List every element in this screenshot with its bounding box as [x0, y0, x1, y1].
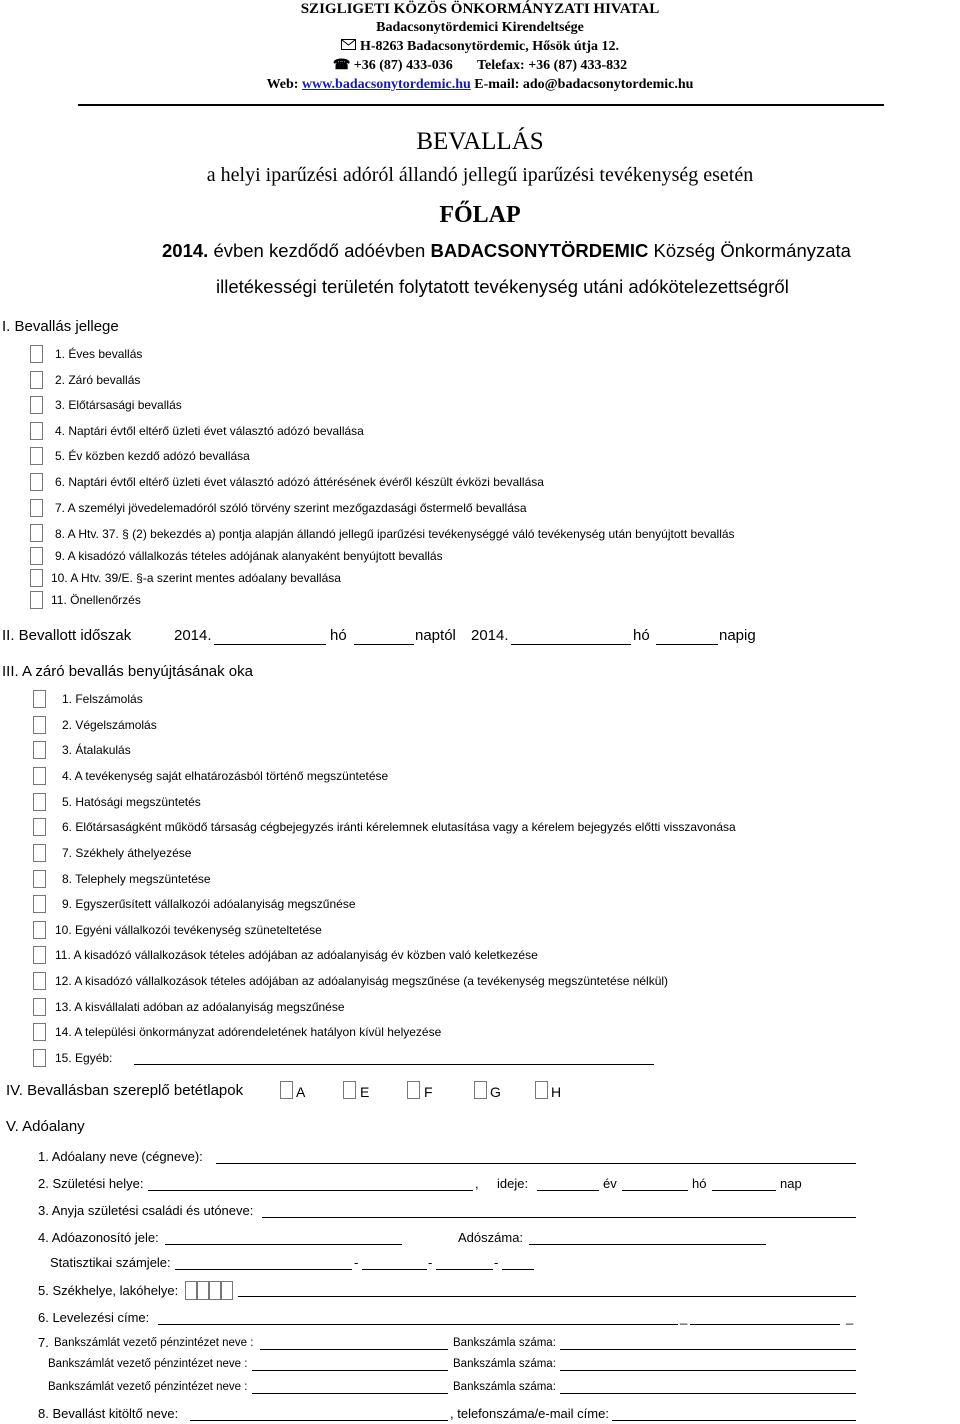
sheet-g-checkbox[interactable]: [474, 1081, 487, 1099]
birth-day-unit: nap: [780, 1176, 802, 1191]
filler-name-field[interactable]: [190, 1420, 448, 1421]
envelope-icon: [341, 39, 356, 50]
section3-checkbox-6[interactable]: [33, 818, 46, 836]
birth-month-unit: hó: [692, 1176, 707, 1191]
section1-item-7: 7. A személyi jövedelemadóról szóló törvény szerint mezőgazdasági őstermelő bevallása: [55, 501, 527, 515]
section1-item-9: 9. A kisadózó vállalkozás tételes adójának alanyaként benyújtott bevallás: [55, 549, 443, 563]
birth-year-field[interactable]: [537, 1190, 599, 1191]
section3-item-5: 5. Hatósági megszüntetés: [62, 795, 201, 809]
sheet-f-checkbox[interactable]: [407, 1081, 420, 1099]
bank-section-number: 7.: [38, 1335, 49, 1350]
bank-name-label-3: Bankszámlát vezető pénzintézet neve :: [48, 1381, 248, 1393]
filler-name-label: 8. Bevallást kitöltő neve:: [38, 1406, 179, 1421]
section3-checkbox-13[interactable]: [33, 998, 46, 1016]
section3-checkbox-14[interactable]: [33, 1023, 46, 1041]
period-day-2-field[interactable]: [656, 644, 718, 645]
filler-contact-field[interactable]: [612, 1420, 856, 1421]
section1-item-2: 2. Záró bevallás: [55, 373, 141, 387]
section3-checkbox-10[interactable]: [33, 921, 46, 939]
birth-year-unit: év: [603, 1176, 617, 1191]
period-year-2: 2014.: [471, 627, 509, 644]
section3-checkbox-3[interactable]: [33, 741, 46, 759]
statistical-code-part-3[interactable]: [436, 1269, 493, 1270]
bank-account-field-3[interactable]: [560, 1393, 856, 1394]
section1-checkbox-11[interactable]: [30, 591, 43, 609]
statistical-code-part-4[interactable]: [502, 1269, 534, 1270]
bank-account-field-2[interactable]: [560, 1370, 856, 1371]
section1-item-5: 5. Év közben kezdő adózó bevallása: [55, 449, 250, 463]
folap-title: FŐLAP: [439, 202, 521, 228]
sheet-f-label: F: [424, 1084, 433, 1100]
period-month-1-field[interactable]: [214, 644, 326, 645]
statistical-code-part-2[interactable]: [362, 1269, 427, 1270]
bank-name-field-3[interactable]: [252, 1393, 448, 1394]
section1-checkbox-5[interactable]: [30, 447, 43, 465]
section3-checkbox-5[interactable]: [33, 793, 46, 811]
section3-item-10: 10. Egyéni vállalkozói tevékenység szüneteltetése: [55, 923, 322, 937]
email-address: E-mail: ado@badacsonytordemic.hu: [474, 77, 694, 92]
office-web: Web: www.badacsonytordemic.hu E-mail: ado@badacsonytordemic.hu: [266, 77, 694, 92]
sheet-g-label: G: [490, 1084, 501, 1100]
office-name: SZIGLIGETI KÖZÖS ÖNKORMÁNYZATI HIVATAL: [300, 1, 660, 17]
bank-name-label-1: Bankszámlát vezető pénzintézet neve :: [54, 1337, 254, 1349]
section3-item-11: 11. A kisadózó vállalkozások tételes adójában az adóalanyiság év közben való keletkezése: [55, 948, 538, 962]
birth-month-field[interactable]: [622, 1190, 688, 1191]
mailing-address-field[interactable]: [158, 1324, 678, 1325]
seat-label: 5. Székhelye, lakóhelye:: [38, 1283, 179, 1298]
header-divider: [78, 104, 884, 106]
filler-contact-label: , telefonszáma/e-mail címe:: [450, 1406, 609, 1421]
section3-item-9: 9. Egyszerűsített vállalkozói adóalanyiság megszűnése: [62, 897, 356, 911]
section1-item-10: 10. A Htv. 39/E. §-a szerint mentes adóalany bevallása: [51, 571, 341, 585]
seat-address-field[interactable]: [238, 1296, 856, 1297]
postcode-box-2[interactable]: [197, 1281, 209, 1300]
section3-checkbox-15[interactable]: [33, 1049, 46, 1067]
tax-number-label: Adószáma:: [458, 1230, 524, 1245]
section1-checkbox-2[interactable]: [30, 371, 43, 389]
section3-item-7: 7. Székhely áthelyezése: [62, 846, 192, 860]
section3-item-12: 12. A kisadózó vállalkozások tételes adójában az adóalanyiság megszűnése (a tevékenység megszüntetése nélkül): [55, 974, 669, 988]
statistical-code-dash-2: -: [428, 1255, 433, 1270]
period-ho-1: hó: [330, 627, 347, 644]
section3-item-3: 3. Átalakulás: [62, 743, 131, 757]
section1-checkbox-8[interactable]: [30, 524, 43, 542]
fax-number: Telefax: +36 (87) 433-832: [477, 58, 628, 73]
bank-account-label-1: Bankszámla száma:: [453, 1337, 556, 1349]
tax-id-label: 4. Adóazonosító jele:: [38, 1230, 159, 1245]
bank-account-field-1[interactable]: [560, 1349, 856, 1350]
period-naptol: naptól: [415, 627, 456, 644]
birthplace-field[interactable]: [148, 1190, 473, 1191]
postcode-box-4[interactable]: [221, 1281, 233, 1300]
section1-item-8: 8. A Htv. 37. § (2) bekezdés a) pontja alapján állandó jellegű iparűzési tevékenységgé váló tevékenység után benyújtott bevallás: [55, 527, 735, 541]
sheet-e-label: E: [360, 1084, 370, 1100]
birthplace-comma: ,: [475, 1176, 479, 1191]
section3-item-15: 15. Egyéb:: [55, 1051, 113, 1065]
section3-checkbox-12[interactable]: [33, 972, 46, 990]
section1-item-6: 6. Naptári évtől eltérő üzleti évet választó adózó áttérésének évéről készült évközi bevallása: [55, 475, 544, 489]
form-title: BEVALLÁS: [416, 128, 544, 155]
taxpayer-name-label: 1. Adóalany neve (cégneve):: [38, 1149, 203, 1164]
sheet-h-checkbox[interactable]: [535, 1081, 548, 1099]
mailing-separator-2: _: [846, 1310, 854, 1325]
section3-checkbox-9[interactable]: [33, 895, 46, 913]
period-year-1: 2014.: [174, 627, 212, 644]
scope-line-1: 2014. évben kezdődő adóévben BADACSONYTÖRDEMIC Község Önkormányzata: [162, 240, 851, 261]
section1-checkbox-7[interactable]: [30, 499, 43, 517]
section3-checkbox-7[interactable]: [33, 844, 46, 862]
form-subtitle: a helyi iparűzési adóról állandó jellegű iparűzési tevékenység esetén: [206, 164, 754, 186]
birthplace-label: 2. Születési helye:: [38, 1176, 144, 1191]
tax-id-field[interactable]: [165, 1244, 402, 1245]
sheet-a-label: A: [296, 1084, 306, 1100]
section3-item-2: 2. Végelszámolás: [62, 718, 157, 732]
section2-heading: II. Bevallott időszak: [2, 627, 132, 644]
postcode-box-1[interactable]: [185, 1281, 197, 1300]
statistical-code-dash-1: -: [354, 1255, 359, 1270]
section1-checkbox-6[interactable]: [30, 473, 43, 491]
birthdate-label: ideje:: [497, 1176, 529, 1191]
section3-item-4: 4. A tevékenység saját elhatározásból történő megszüntetése: [62, 769, 389, 783]
period-day-1-field[interactable]: [354, 644, 414, 645]
postcode-box-3[interactable]: [209, 1281, 221, 1300]
bank-name-field-2[interactable]: [252, 1370, 448, 1371]
website-link[interactable]: www.badacsonytordemic.hu: [301, 77, 471, 92]
section1-checkbox-4[interactable]: [30, 422, 43, 440]
phone-number: +36 (87) 433-036: [353, 58, 453, 73]
section3-checkbox-4[interactable]: [33, 767, 46, 785]
section1-item-4: 4. Naptári évtől eltérő üzleti évet választó adózó bevallása: [55, 424, 364, 438]
section1-item-11: 11. Önellenőrzés: [51, 593, 141, 607]
mother-name-field[interactable]: [262, 1217, 856, 1218]
section3-item-8: 8. Telephely megszüntetése: [62, 872, 211, 886]
bank-account-label-3: Bankszámla száma:: [453, 1381, 556, 1393]
mailing-separator: _: [680, 1310, 688, 1325]
sheet-a-checkbox[interactable]: [280, 1081, 293, 1099]
section3-item-6: 6. Előtársaságként működő társaság cégbejegyzés iránti kérelemnek elutasítása vagy a kérelem bejegyzés előtti visszavonása: [62, 820, 736, 834]
period-ho-2: hó: [633, 627, 650, 644]
section1-checkbox-9[interactable]: [30, 547, 43, 565]
period-napig: napig: [719, 627, 756, 644]
section1-checkbox-3[interactable]: [30, 396, 43, 414]
section5-heading: V. Adóalany: [6, 1118, 85, 1135]
sheet-e-checkbox[interactable]: [343, 1081, 356, 1099]
section3-checkbox-11[interactable]: [33, 946, 46, 964]
section1-item-1: 1. Éves bevallás: [55, 347, 143, 361]
section1-checkbox-10[interactable]: [30, 569, 43, 587]
section1-item-3: 3. Előtársasági bevallás: [55, 398, 182, 412]
bank-name-label-2: Bankszámlát vezető pénzintézet neve :: [48, 1358, 248, 1370]
tax-number-field[interactable]: [529, 1244, 766, 1245]
section1-checkbox-1[interactable]: [30, 345, 43, 363]
sheet-h-label: H: [551, 1084, 562, 1100]
mother-name-label: 3. Anyja születési családi és utóneve:: [38, 1203, 254, 1218]
mailing-address-label: 6. Levelezési címe:: [38, 1310, 150, 1325]
bank-account-label-2: Bankszámla száma:: [453, 1358, 556, 1370]
statistical-code-dash-3: -: [494, 1255, 499, 1270]
period-month-2-field[interactable]: [511, 644, 631, 645]
section3-item-13: 13. A kisvállalati adóban az adóalanyiság megszűnése: [55, 1000, 345, 1014]
taxpayer-name-field[interactable]: [216, 1163, 856, 1164]
mailing-address-field-2[interactable]: [690, 1324, 840, 1325]
section3-heading: III. A záró bevallás benyújtásának oka: [2, 663, 253, 680]
other-reason-field[interactable]: [134, 1064, 654, 1065]
office-branch: Badacsonytördemici Kirendeltsége: [376, 20, 584, 35]
section3-checkbox-8[interactable]: [33, 870, 46, 888]
telephone-icon: ☎: [332, 58, 351, 73]
section1-heading: I. Bevallás jellege: [2, 318, 119, 335]
statistical-code-part-1[interactable]: [175, 1269, 352, 1270]
statistical-code-label: Statisztikai számjele:: [50, 1255, 171, 1270]
section3-checkbox-2[interactable]: [33, 716, 46, 734]
section3-item-1: 1. Felszámolás: [62, 692, 143, 706]
section3-checkbox-1[interactable]: [33, 690, 46, 708]
birth-day-field[interactable]: [712, 1190, 776, 1191]
scope-line-2: illetékességi területén folytatott tevékenység utáni adókötelezettségről: [216, 276, 789, 297]
office-phones: [0, 57, 960, 75]
section3-item-14: 14. A települési önkormányzat adórendeletének hatályon kívül helyezése: [55, 1025, 442, 1039]
section4-heading: IV. Bevallásban szereplő betétlapok: [6, 1082, 244, 1099]
bank-name-field-1[interactable]: [260, 1349, 448, 1350]
office-address: H-8263 Badacsonytördemic, Hősök útja 12.: [0, 38, 960, 56]
